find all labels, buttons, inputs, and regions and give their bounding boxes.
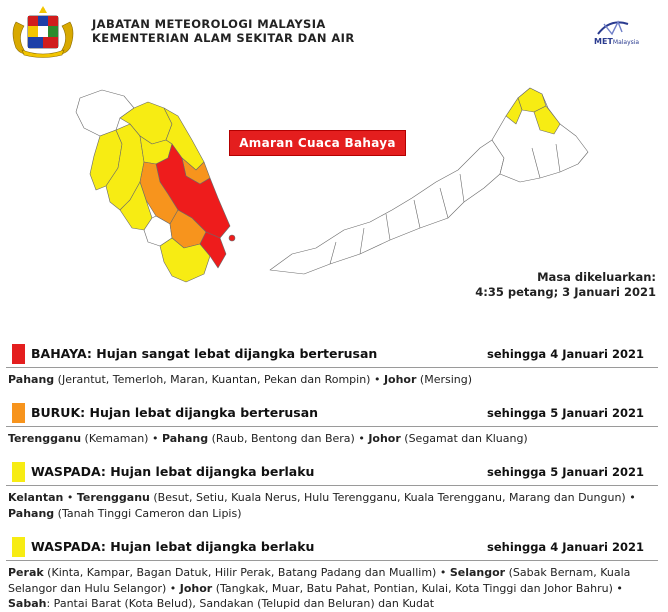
- warning-until: sehingga 5 Januari 2021: [487, 465, 644, 479]
- warning-level: WASPADA: [31, 464, 101, 479]
- warning-level-swatch: [12, 344, 25, 364]
- warning-heading: : Hujan sangat lebat dijangka berterusan: [86, 346, 378, 361]
- peninsular-malaysia: [76, 90, 235, 282]
- org-name-line2: KEMENTERIAN ALAM SEKITAR DAN AIR: [92, 31, 355, 45]
- issued-time: 4:35 petang; 3 Januari 2021: [475, 285, 656, 299]
- met-logo-main: MET: [594, 37, 613, 46]
- warning-level: BAHAYA: [31, 346, 87, 361]
- organisation-name: [92, 17, 355, 45]
- met-malaysia-logo-text: [594, 37, 639, 46]
- warning-areas: Perak (Kinta, Kampar, Bagan Datuk, Hilir Perak, Batang Padang dan Muallim) • Selangor (Sabak Bernam, Kuala Selangor dan Hulu Selangor) • Johor (Tangkak, Muar, Batu Pahat, Pontian, Kulai, Kota Tinggi dan Johor Bahru) • Sabah: Pantai Barat (Kota Belud), Sandakan (Telupid dan Beluran) dan Kudat: [8, 566, 631, 610]
- warning-title: [31, 539, 314, 554]
- warning-level-swatch: [12, 462, 25, 482]
- borneo-malaysia: [270, 88, 588, 274]
- met-logo-sub: Malaysia: [612, 39, 640, 46]
- warning-header-bar: [6, 459, 658, 486]
- warning-heading: : Hujan lebat dijangka berlaku: [100, 539, 315, 554]
- warning-header-bar: [6, 341, 658, 368]
- map-island-tioman: [229, 235, 235, 241]
- warning-heading: : Hujan lebat dijangka berterusan: [80, 405, 319, 420]
- warning-areas: Kelantan • Terengganu (Besut, Setiu, Kuala Nerus, Hulu Terengganu, Kuala Terengganu, Marang dan Dungun) • Pahang (Tanah Tinggi Cameron dan Lipis): [8, 491, 636, 520]
- warning-until: sehingga 4 Januari 2021: [487, 347, 644, 361]
- warning-title: [31, 405, 318, 420]
- warning-header-bar: [6, 400, 658, 427]
- warning-areas: Terengganu (Kemaman) • Pahang (Raub, Bentong dan Bera) • Johor (Segamat dan Kluang): [8, 432, 528, 445]
- warning-level: BURUK: [31, 405, 81, 420]
- warning-level-swatch: [12, 403, 25, 423]
- warning-title: [31, 346, 377, 361]
- warning-level: WASPADA: [31, 539, 101, 554]
- coat-of-arms-icon: [6, 4, 80, 58]
- warning-heading: : Hujan lebat dijangka berlaku: [100, 464, 315, 479]
- warning-level-swatch: [12, 537, 25, 557]
- page-header: [0, 0, 668, 62]
- warning-header-bar: [6, 534, 658, 561]
- issued-time-block: [475, 270, 656, 300]
- warning-until: sehingga 4 Januari 2021: [487, 540, 644, 554]
- org-name-line1: JABATAN METEOROLOGI MALAYSIA: [92, 17, 326, 31]
- warning-title-box: Amaran Cuaca Bahaya: [229, 130, 406, 156]
- warning-areas: Pahang (Jerantut, Temerloh, Maran, Kuantan, Pekan dan Rompin) • Johor (Mersing): [8, 373, 473, 386]
- issued-label: Masa dikeluarkan:: [537, 270, 656, 284]
- map-region-sarawak: [270, 140, 504, 274]
- warning-until: sehingga 5 Januari 2021: [487, 406, 644, 420]
- warning-title: [31, 464, 314, 479]
